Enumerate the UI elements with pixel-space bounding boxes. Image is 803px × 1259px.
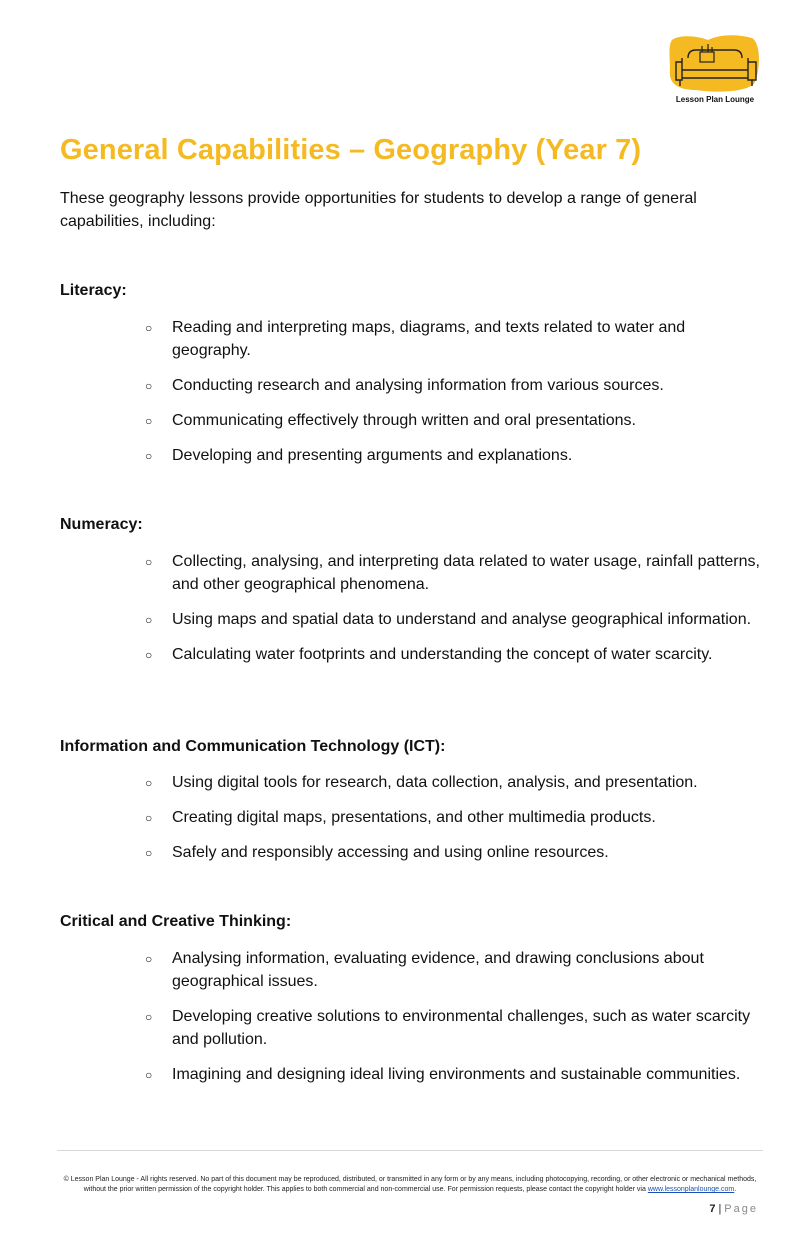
- literacy-list: [0, 316, 803, 479]
- list-item: ○ Using digital tools for research, data collection, analysis, and presentation.: [0, 771, 803, 794]
- list-item: ○ Creating digital maps, presentations, and other multimedia products.: [0, 806, 803, 829]
- bullet-icon: ○: [145, 379, 153, 393]
- list-item: ○ Developing and presenting arguments and explanations.: [0, 444, 803, 467]
- bullet-icon: ○: [145, 846, 153, 860]
- list-item: ○ Developing creative solutions to environmental challenges, such as water scarcity and pollution.: [145, 1008, 751, 1048]
- critical-thinking-list: [0, 947, 803, 1098]
- list-item: ○ Communicating effectively through written and oral presentations.: [0, 409, 803, 432]
- footer-divider: [57, 1150, 763, 1151]
- page-number: 7 | Page: [709, 1203, 758, 1215]
- list-item: ○ Analysing information, evaluating evidence, and drawing conclusions about geographical issues.: [145, 950, 704, 990]
- list-item: ○ Collecting, analysing, and interpreting data related to water usage, rainfall patterns, and other geographical phenomena.: [145, 553, 760, 593]
- section-heading-ict: Information and Communication Technology (ICT):: [60, 738, 446, 755]
- bullet-icon: ○: [145, 449, 153, 463]
- bullet-icon: ○: [145, 555, 153, 569]
- bullet-icon: ○: [145, 1010, 153, 1024]
- bullet-icon: ○: [145, 613, 153, 627]
- sofa-logo-icon: [668, 34, 762, 96]
- bullet-icon: ○: [145, 776, 153, 790]
- section-heading-numeracy: Numeracy:: [60, 516, 143, 533]
- bullet-icon: ○: [145, 321, 153, 335]
- bullet-icon: ○: [145, 811, 153, 825]
- section-heading-literacy: Literacy:: [60, 282, 127, 299]
- section-heading-critical-thinking: Critical and Creative Thinking:: [60, 913, 292, 930]
- bullet-icon: ○: [145, 1068, 153, 1082]
- list-item: ○ Reading and interpreting maps, diagrams, and texts related to water and geography.: [145, 319, 686, 359]
- company-logo: [668, 34, 762, 108]
- footer-copyright: © Lesson Plan Lounge - All rights reserved. No part of this document may be reproduced, distributed, or transmitted in any form or by any means, including photocopying, recording, or other electronic or mechanical methods, without the prior written permission of the copyright holder. This applies to both commercial and non-commercial use. For permission requests, please contact the copyright holder via www.lessonplanlounge.com.: [63, 1176, 757, 1193]
- numeracy-list: [0, 550, 803, 678]
- bullet-icon: ○: [145, 648, 153, 662]
- bullet-icon: ○: [145, 414, 153, 428]
- website-link[interactable]: www.lessonplanlounge.com: [647, 1186, 735, 1193]
- list-item: ○ Using maps and spatial data to understand and analyse geographical information.: [0, 608, 803, 631]
- list-item: ○ Imagining and designing ideal living environments and sustainable communities.: [0, 1063, 803, 1086]
- list-item: ○ Calculating water footprints and understanding the concept of water scarcity.: [0, 643, 803, 666]
- intro-paragraph: These geography lessons provide opportunities for students to develop a range of general capabilities, including:: [60, 190, 697, 230]
- logo-text: Lesson Plan Lounge: [675, 95, 755, 104]
- list-item: ○ Conducting research and analysing information from various sources.: [0, 374, 803, 397]
- ict-list: [0, 771, 803, 876]
- list-item: ○ Safely and responsibly accessing and using online resources.: [0, 841, 803, 864]
- page-title: General Capabilities – Geography (Year 7): [60, 134, 642, 166]
- bullet-icon: ○: [145, 952, 153, 966]
